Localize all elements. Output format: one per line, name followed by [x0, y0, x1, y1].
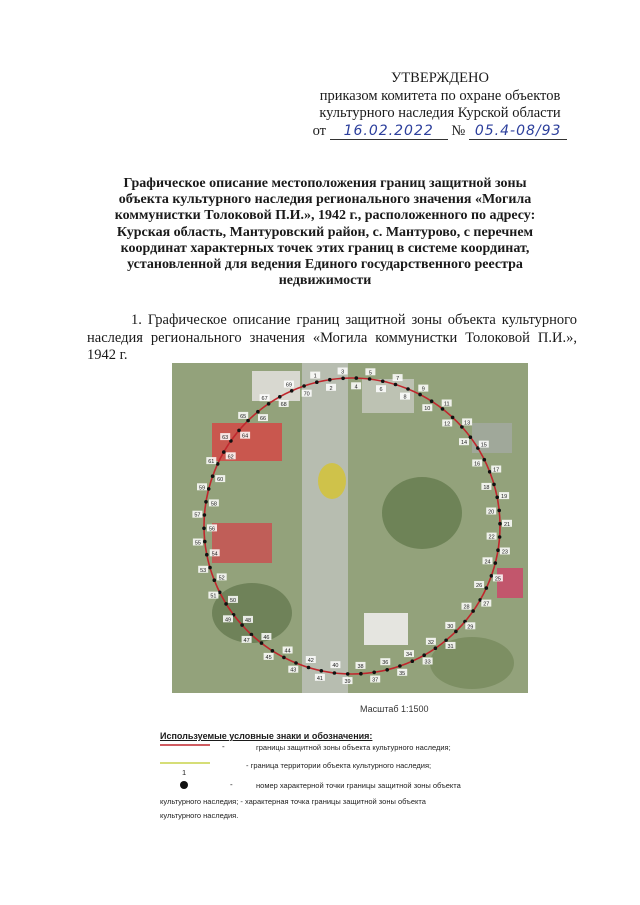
title-line-2: объекта культурного наследия регионального значения «Могила — [118, 192, 532, 208]
title-line-6: установленной для ведения Единого государственного реестра — [127, 257, 523, 273]
boundary-point-label: 20 — [488, 509, 495, 516]
boundary-point-label: 27 — [483, 601, 490, 608]
boundary-point-label: 30 — [447, 623, 454, 630]
boundary-point — [434, 646, 438, 650]
boundary-point-label: 63 — [222, 435, 229, 442]
boundary-point-label: 1 — [313, 373, 317, 380]
boundary-point-label: 57 — [194, 512, 201, 519]
boundary-point-label: 45 — [265, 654, 272, 661]
boundary-point-label: 11 — [443, 401, 450, 408]
boundary-point — [302, 384, 306, 388]
boundary-point — [237, 429, 241, 433]
boundary-point — [498, 535, 502, 539]
boundary-point-label: 26 — [476, 583, 483, 589]
approval-from-label: от — [312, 122, 326, 139]
boundary-point-label: 70 — [303, 391, 310, 398]
approval-number: 05.4-08/93 — [469, 123, 568, 140]
boundary-point-label: 19 — [501, 494, 508, 501]
boundary-point-label: 46 — [263, 635, 270, 641]
boundary-point-label: 34 — [405, 652, 413, 659]
boundary-point — [216, 462, 220, 466]
legend-point-marker — [178, 779, 190, 791]
legend-item-2: - граница территории объекта культурного наследия; — [246, 761, 432, 770]
map-roof-5 — [494, 568, 523, 598]
boundary-point — [341, 377, 345, 381]
boundary-point — [328, 378, 332, 382]
boundary-point-label: 21 — [503, 521, 511, 528]
approval-line-2: культурного наследия Курской области — [319, 105, 561, 121]
boundary-point — [381, 379, 385, 383]
boundary-point — [307, 666, 311, 670]
boundary-point-label: 7 — [396, 376, 400, 383]
boundary-point — [359, 672, 363, 676]
legend-item1-dash: - — [222, 742, 225, 751]
boundary-point-label: 32 — [427, 639, 434, 646]
boundary-point-label: 59 — [198, 485, 206, 492]
boundary-point — [444, 639, 448, 643]
boundary-point — [394, 383, 398, 387]
boundary-point — [471, 609, 475, 613]
boundary-point-label: 53 — [200, 567, 207, 574]
map-tree-yellow — [318, 463, 346, 499]
boundary-point-label: 52 — [218, 575, 225, 582]
boundary-point — [203, 540, 207, 544]
boundary-point-label: 39 — [344, 679, 351, 686]
boundary-point — [483, 458, 487, 462]
boundary-point — [204, 500, 208, 504]
boundary-point-label: 13 — [464, 420, 471, 427]
boundary-point — [240, 623, 244, 627]
boundary-point — [346, 672, 350, 676]
boundary-point — [372, 671, 376, 675]
boundary-point — [211, 474, 215, 478]
boundary-point-label: 3 — [341, 369, 345, 376]
boundary-point-label: 38 — [357, 663, 364, 670]
boundary-point-label: 66 — [259, 416, 267, 423]
map-roof-4 — [212, 523, 272, 563]
boundary-point-label: 69 — [285, 382, 292, 389]
boundary-point-label: 4 — [354, 384, 358, 391]
approval-line-1: приказом комитета по охране объектов — [319, 87, 561, 104]
legend-item3-dash: - — [230, 780, 233, 789]
boundary-point — [422, 653, 426, 657]
legend-item-1: границы защитной зоны объекта культурного наследия; — [256, 743, 451, 752]
boundary-point-label: 67 — [261, 396, 268, 403]
boundary-point — [290, 389, 294, 393]
boundary-point-label: 42 — [307, 658, 314, 664]
boundary-point-label: 33 — [424, 659, 431, 666]
boundary-point — [492, 483, 496, 487]
map-road — [302, 363, 351, 693]
boundary-point-label: 5 — [368, 370, 372, 377]
boundary-point — [497, 509, 501, 513]
boundary-point — [278, 395, 282, 399]
boundary-point — [218, 591, 222, 595]
boundary-point — [490, 574, 494, 578]
boundary-point-label: 58 — [210, 501, 217, 508]
section-1-text: 1. Графическое описание границ защитной зоны объекта культурного наследия регионального значения «Могила коммунистки Толоковой П.И.», 1942 г. — [87, 312, 577, 363]
boundary-point-label: 12 — [444, 421, 451, 428]
map-roof-3 — [364, 613, 408, 645]
boundary-point — [294, 661, 298, 665]
boundary-point — [256, 410, 260, 414]
approval-date: 16.02.2022 — [330, 123, 448, 140]
boundary-point-label: 17 — [493, 467, 500, 474]
boundary-point — [246, 419, 250, 423]
section-1-paragraph — [87, 312, 577, 365]
boundary-point-label: 28 — [463, 604, 470, 611]
boundary-point-label: 47 — [243, 637, 250, 644]
boundary-point — [355, 376, 359, 380]
boundary-point-label: 51 — [210, 593, 217, 600]
boundary-point-label: 2 — [329, 385, 333, 392]
boundary-point — [488, 470, 492, 474]
boundary-point-label: 43 — [290, 667, 297, 674]
boundary-point — [202, 527, 206, 531]
boundary-point — [496, 548, 500, 552]
boundary-point-label: 8 — [403, 394, 407, 401]
map-scale: Масштаб 1:1500 — [360, 704, 429, 714]
boundary-point-label: 36 — [382, 660, 389, 667]
boundary-point — [267, 402, 271, 406]
boundary-point — [315, 380, 319, 384]
boundary-point-label: 65 — [240, 413, 247, 420]
approval-title: УТВЕРЖДЕНО — [391, 70, 489, 86]
boundary-point-label: 61 — [208, 459, 215, 466]
legend-heading: Используемые условные знаки и обозначения: — [160, 731, 373, 741]
approval-block — [300, 70, 580, 140]
boundary-point — [271, 649, 275, 653]
boundary-point — [282, 656, 286, 660]
title-line-5: координат характерных точек этих границ в системе координат, — [120, 240, 530, 256]
boundary-point — [213, 578, 217, 582]
boundary-point — [451, 416, 455, 420]
title-line-4: Курская область, Мантуровский район, с. Мантурово, с перечнем — [116, 224, 534, 240]
boundary-point — [208, 566, 212, 570]
boundary-point-label: 64 — [242, 433, 249, 440]
boundary-point-label: 37 — [372, 677, 379, 684]
boundary-point-label: 22 — [488, 534, 495, 541]
boundary-point-label: 50 — [229, 597, 237, 604]
boundary-point — [224, 602, 228, 606]
boundary-point — [222, 450, 226, 454]
boundary-point-label: 6 — [379, 387, 383, 394]
boundary-point — [494, 561, 498, 565]
boundary-point-label: 23 — [501, 549, 508, 556]
boundary-point-label: 16 — [474, 461, 481, 468]
boundary-point — [485, 586, 489, 590]
boundary-point — [368, 377, 372, 381]
boundary-point-label: 56 — [208, 526, 216, 533]
boundary-point — [333, 671, 337, 675]
boundary-point-label: 41 — [316, 675, 323, 682]
boundary-point — [411, 659, 415, 663]
boundary-point-label: 31 — [447, 643, 454, 650]
boundary-point-label: 60 — [217, 477, 224, 484]
boundary-point — [385, 668, 389, 672]
boundary-point-label: 35 — [399, 670, 406, 677]
boundary-point-label: 62 — [227, 454, 234, 461]
title-line-3: коммунистки Толоковой П.И.», 1942 г., расположенного по адресу: — [114, 208, 536, 224]
boundary-point-label: 10 — [424, 406, 431, 413]
boundary-point — [406, 387, 410, 391]
title-line-7: недвижимости — [278, 273, 372, 289]
legend-item-3a: номер характерной точки границы защитной зоны объекта — [256, 781, 461, 790]
boundary-point — [320, 669, 324, 673]
boundary-point-label: 25 — [494, 576, 501, 583]
boundary-point-label: 44 — [284, 648, 291, 655]
boundary-point-label: 29 — [467, 624, 474, 631]
boundary-point-label: 54 — [211, 551, 218, 558]
map-trees-1 — [382, 477, 462, 549]
boundary-point — [205, 553, 209, 557]
boundary-point-label: 68 — [280, 402, 287, 408]
boundary-point — [260, 641, 264, 645]
legend-item-3b: культурного наследия; - характерная точка границы защитной зоны объекта — [160, 797, 426, 806]
boundary-point-label: 18 — [483, 484, 490, 491]
boundary-point — [454, 630, 458, 634]
boundary-point — [207, 487, 211, 491]
boundary-point — [418, 393, 422, 397]
boundary-point-label: 40 — [332, 663, 339, 670]
boundary-point-label: 48 — [244, 617, 252, 624]
title-line-1: Графическое описание местоположения границ защитной зоны — [123, 176, 527, 191]
document-title — [95, 176, 555, 289]
boundary-point-label: 24 — [484, 559, 491, 566]
legend-lines — [160, 742, 216, 766]
boundary-point-label: 14 — [460, 440, 468, 447]
boundary-point — [250, 633, 254, 637]
boundary-point-label: 15 — [480, 442, 487, 449]
site-map — [172, 363, 528, 693]
boundary-point — [430, 399, 434, 403]
approval-number-label: № — [451, 122, 466, 139]
boundary-point — [495, 496, 499, 500]
boundary-point — [469, 435, 473, 439]
legend-item-3c: культурного наследия. — [160, 811, 239, 820]
boundary-point — [398, 664, 402, 668]
boundary-point-label: 55 — [194, 540, 201, 547]
approval-date-line — [300, 123, 580, 141]
boundary-point — [203, 513, 207, 517]
boundary-point — [441, 407, 445, 411]
boundary-point — [498, 522, 502, 526]
boundary-point-label: 49 — [224, 617, 232, 624]
site-map-graphic — [172, 363, 528, 693]
legend-point-number: 1 — [182, 768, 187, 777]
boundary-point-label: 9 — [421, 386, 425, 393]
